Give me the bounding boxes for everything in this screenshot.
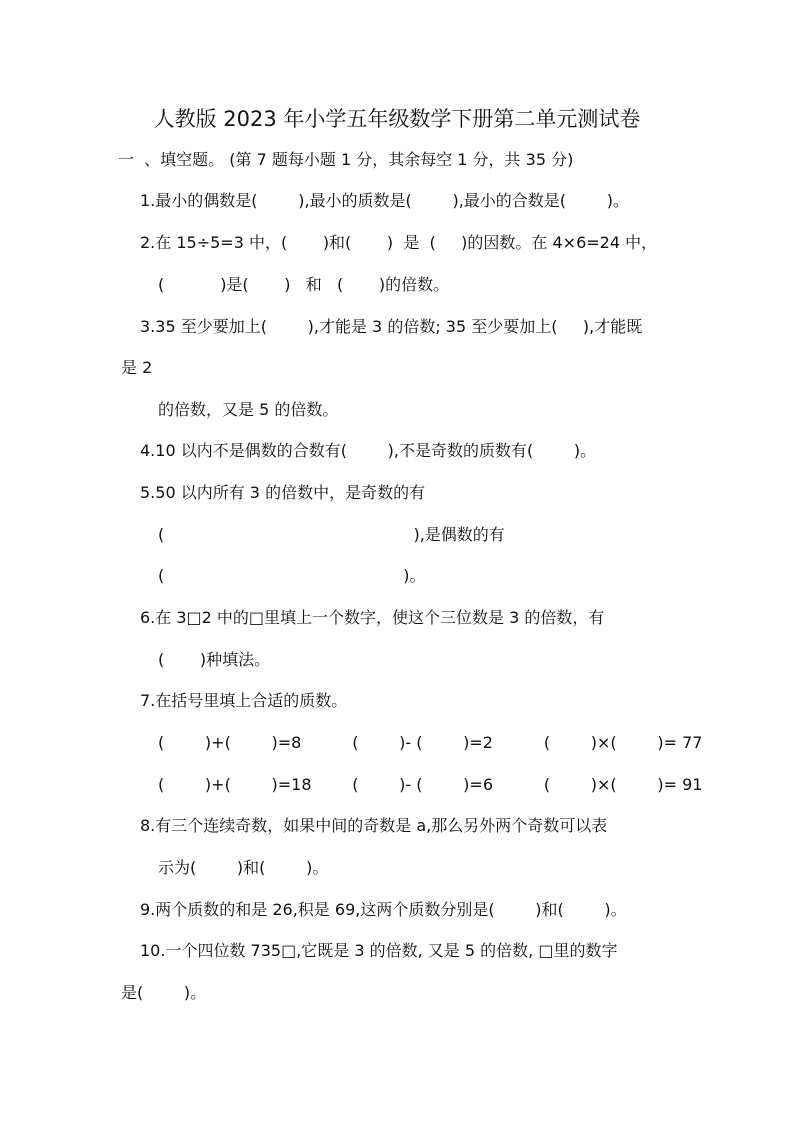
question-3-line-2: 是 2 xyxy=(121,358,153,377)
question-1: 1.最小的偶数是( ),最小的质数是( ),最小的合数是( )。 xyxy=(140,191,629,210)
question-7-line-1: 7.在括号里填上合适的质数。 xyxy=(140,691,348,710)
question-3-line-1: 3.35 至少要加上( ),才能是 3 的倍数; 35 至少要加上( ),才能既 xyxy=(140,317,643,336)
question-3-line-3: 的倍数，又是 5 的倍数。 xyxy=(158,400,339,419)
question-2-line-1: 2.在 15÷5=3 中，( )和( ) 是 ( )的因数。在 4×6=24 中， xyxy=(140,233,658,252)
question-2-line-2: ( )是( ) 和 ( )的倍数。 xyxy=(158,275,450,294)
section-heading: 一 、填空题。 (第 7 题每小题 1 分，其余每空 1 分，共 35 分) xyxy=(118,150,574,169)
question-4: 4.10 以内不是偶数的合数有( ),不是奇数的质数有( )。 xyxy=(140,441,597,460)
question-7-row-1: ( )+( )=8 ( )- ( )=2 ( )×( )= 77 xyxy=(158,733,703,752)
question-5-line-2: ( ),是偶数的有 xyxy=(158,525,505,544)
question-6-line-2: ( )种填法。 xyxy=(158,650,271,669)
question-8-line-1: 8.有三个连续奇数，如果中间的奇数是 a,那么另外两个奇数可以表 xyxy=(140,816,608,835)
question-5-line-1: 5.50 以内所有 3 的倍数中，是奇数的有 xyxy=(140,483,426,502)
question-7-row-2: ( )+( )=18 ( )- ( )=6 ( )×( )= 91 xyxy=(158,775,703,794)
question-6-line-1: 6.在 3□2 中的□里填上一个数字，使这个三位数是 3 的倍数，有 xyxy=(140,608,605,627)
page-title: 人教版 2023 年小学五年级数学下册第二单元测试卷 xyxy=(153,107,641,131)
question-9: 9.两个质数的和是 26,积是 69,这两个质数分别是( )和( )。 xyxy=(140,900,627,919)
question-8-line-2: 示为( )和( )。 xyxy=(158,858,329,877)
question-5-line-3: ( )。 xyxy=(158,566,426,585)
question-10-line-2: 是( )。 xyxy=(121,983,207,1002)
question-10-line-1: 10.一个四位数 735□,它既是 3 的倍数, 又是 5 的倍数, □里的数字 xyxy=(140,941,618,960)
